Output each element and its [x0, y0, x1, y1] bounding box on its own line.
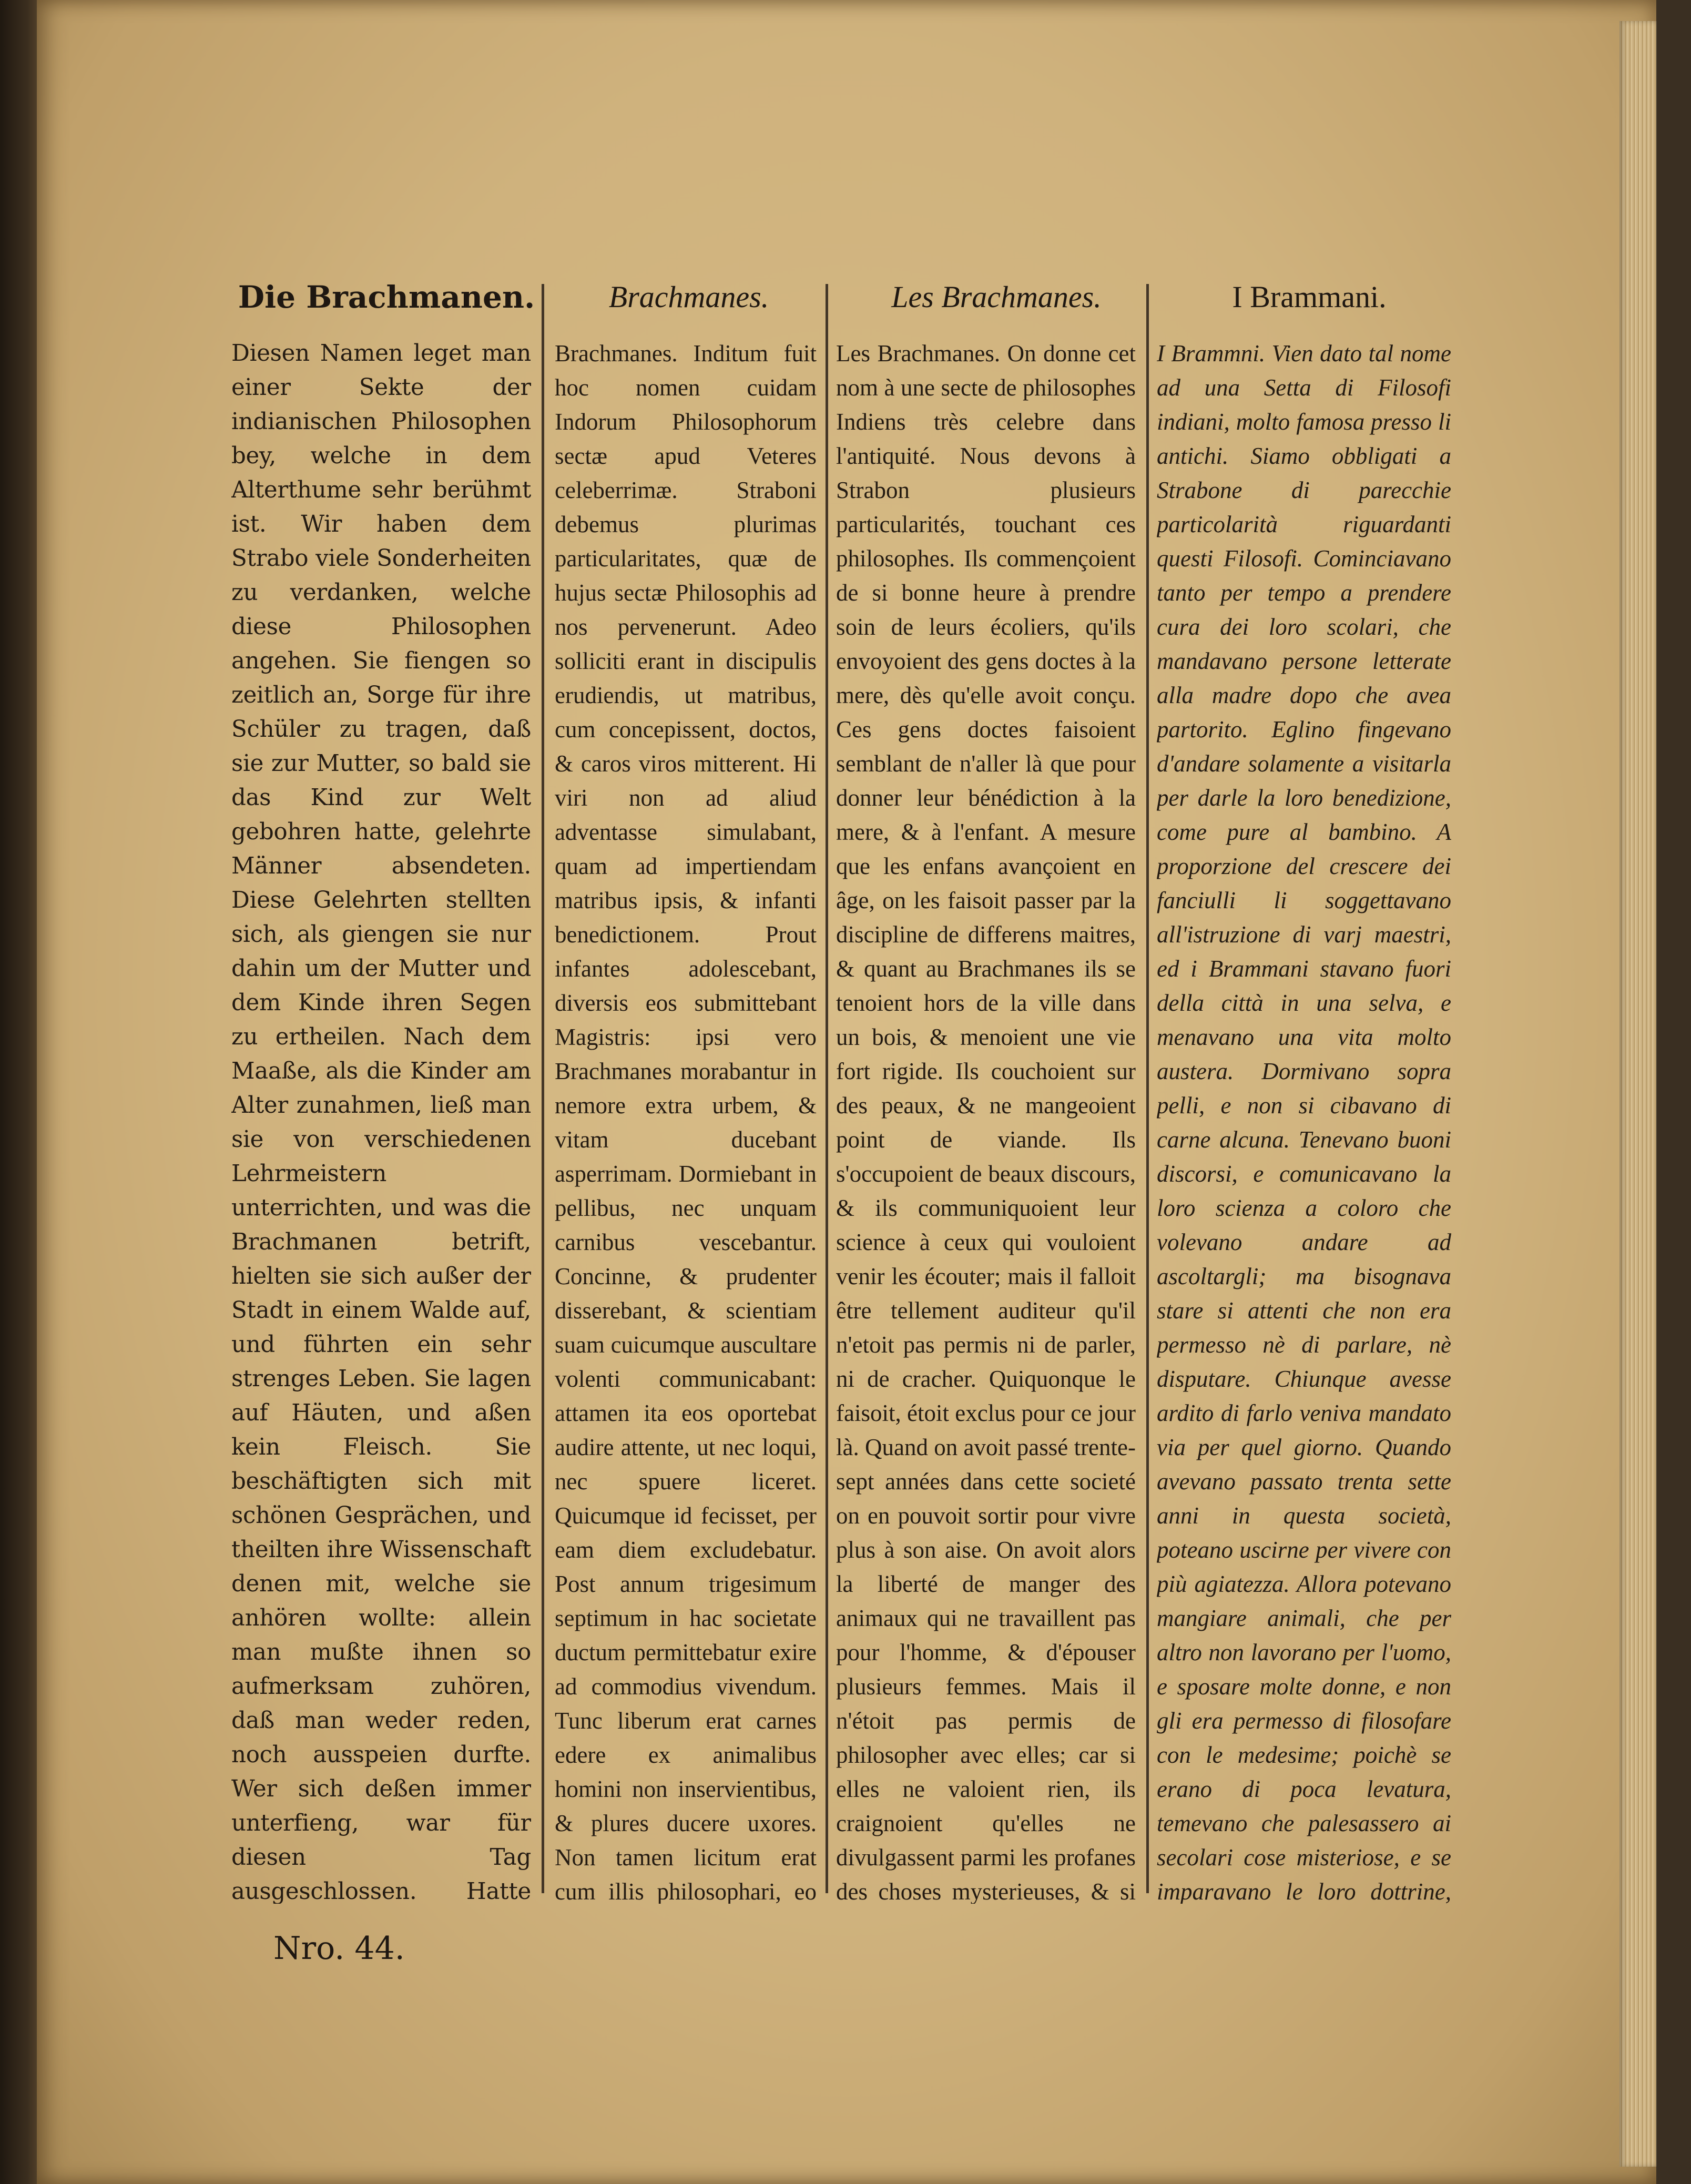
- french-text: Les Brachmanes. On donne cet nom à une secte de philosophes Indiens très celebre dans l'antiquité. Nous devons à Strabon plusieurs particularités, touchant ces philosophes. Ils commençoient de si bonne heure à prendre soin de leurs écoliers, qu'ils envoyoient des gens doctes à la mere, dès qu'elle avoit conçu. Ces gens doctes faisoient semblant de n'aller là que pour donner leur bénédiction à la mere, & à l'enfant. A mesure que les enfans avançoient en âge, on les faisoit passer par la discipline de differens maitres, & quant au Brachmanes ils se tenoient hors de la ville dans un bois, & menoient une vie fort rigide. Ils couchoient sur des peaux, & ne mangeoient point de viande. Ils s'occupoient de beaux discours, & ils communiquoient leur science à ceux qui vouloient venir les écouter; mais il falloit être tellement auditeur qu'il n'etoit pas permis ni de parler, ni de cracher. Quiquonque le faisoit, étoit exclus pour ce jour là. Quand on avoit passé trente-sept années dans cette societé on en pouvoit sortir pour vivre plus à son aise. On avoit alors la liberté de manger des animaux qui ne travaillent pas pour l'homme, & d'épouser plusieurs femmes. Mais il n'étoit pas permis de philosopher avec elles; car si elles ne valoient rien, ils craignoient qu'elles ne divulgassent parmi les profanes des choses mysterieuses, & si: [836, 340, 1136, 1904]
- page-fore-edge: [1619, 21, 1656, 2167]
- italian-text: I Brammni. Vien dato tal nome ad una Setta di Filosofi indiani, molto famosa presso li antichi. Siamo obbligati a Strabone di parecchie particolarità riguardanti questi Filosofi. Cominciavano tanto per tempo a prendere cura dei loro scolari, che mandavano persone letterate alla madre dopo che avea partorito. Eglino fingevano d'andare solamente a visitarla per darle la loro benedizione, come pure al bambino. A proporzione del crescere dei fanciulli li soggettavano all'istruzione di varj maestri, ed i Brammani stavano fuori della città in una selva, e menavano una vita molto austera. Dormivano sopra pelli, e non si cibavano di carne alcuna. Tenevano buoni discorsi, e comunicavano la loro scienza a coloro che volevano andare ad ascoltargli; ma bisognava stare si attenti che non era permesso nè di parlare, nè disputare. Chiunque avesse ardito di farlo veniva mandato via per quel giorno. Quando avevano passato trenta sette anni in questa società, poteano uscirne per vivere con più agiatezza. Allora potevano mangiare animali, che per altro non lavorano per l'uomo, e sposare molte donne, e non gli era permesso di filosofare con le medesime; poichè se erano di poca levatura, temevano che palesassero ai secolari cose misteriose, e se imparavano le loro dottrine,: [1157, 340, 1451, 1904]
- latin-column: [555, 337, 817, 1904]
- column-rule-3: [1146, 284, 1149, 1893]
- column-rule-1: [542, 284, 544, 1893]
- german-column: [231, 337, 531, 1904]
- signature-mark: Nro. 44.: [273, 1930, 405, 1967]
- french-heading: Les Brachmanes.: [891, 280, 1102, 314]
- italian-heading: I Brammani.: [1232, 280, 1387, 314]
- german-heading: Die Brachmanen.: [238, 279, 535, 315]
- column-rule-2: [826, 284, 828, 1893]
- latin-text: Brachmanes. Inditum fuit hoc nomen cuidam Indorum Philosophorum sectæ apud Veteres celeberrimæ. Straboni debemus plurimas particularitates, quæ de hujus sectæ Philosophis ad nos pervenerunt. Adeo solliciti erant in discipulis erudiendis, ut matribus, cum concepissent, doctos, & caros viros mitterent. Hi viri non ad aliud adventasse simulabant, quam ad impertiendam matribus ipsis, & infanti benedictionem. Prout infantes adolescebant, diversis eos submittebant Magistris: ipsi vero Brachmanes morabantur in nemore extra urbem, & vitam ducebant asperrimam. Dormiebant in pellibus, nec unquam carnibus vescebantur. Concinne, & prudenter disserebant, & scientiam suam cuicumque auscultare volenti communicabant: attamen ita eos oportebat audire attente, ut nec loqui, nec spuere liceret. Quicumque id fecisset, per eam diem excludebatur. Post annum trigesimum septimum in hac societate ductum permittebatur exire ad commodius vivendum. Tunc liberum erat carnes edere ex animalibus homini non inservientibus, & plures ducere uxores. Non tamen licitum erat cum illis philosophari, eo: [555, 340, 817, 1904]
- french-column: [836, 337, 1136, 1904]
- latin-heading: Brachmanes.: [608, 280, 769, 314]
- german-text: Diesen Namen leget man einer Sekte der indianischen Philosophen bey, welche in dem Alterthume sehr berühmt ist. Wir haben dem Strabo viele Sonderheiten zu verdanken, welche diese Philosophen angehen. Sie fiengen so zeitlich an, Sorge für ihre Schüler zu tragen, daß sie zur Mutter, so bald sie das Kind zur Welt gebohren hatte, gelehrte Männer absendeten. Diese Gelehrten stellten sich, als giengen sie nur dahin um der Mutter und dem Kinde ihren Segen zu ertheilen. Nach dem Maaße, als die Kinder am Alter zunahmen, ließ man sie von verschiedenen Lehrmeistern unterrichten, und was die Brachmanen betrift, hielten sie sich außer der Stadt in einem Walde auf, und führten ein sehr strenges Leben. Sie lagen auf Häuten, und aßen kein Fleisch. Sie beschäftigten sich mit schönen Gesprächen, und theilten ihre Wissenschaft denen mit, welche sie anhören wollte: allein man mußte ihnen so aufmerksam zuhören, daß man weder reden, noch ausspeien durfte. Wer sich deßen immer unterfieng, war für diesen Tag ausgeschlossen. Hatte: [231, 340, 531, 1904]
- italian-column: [1157, 337, 1451, 1904]
